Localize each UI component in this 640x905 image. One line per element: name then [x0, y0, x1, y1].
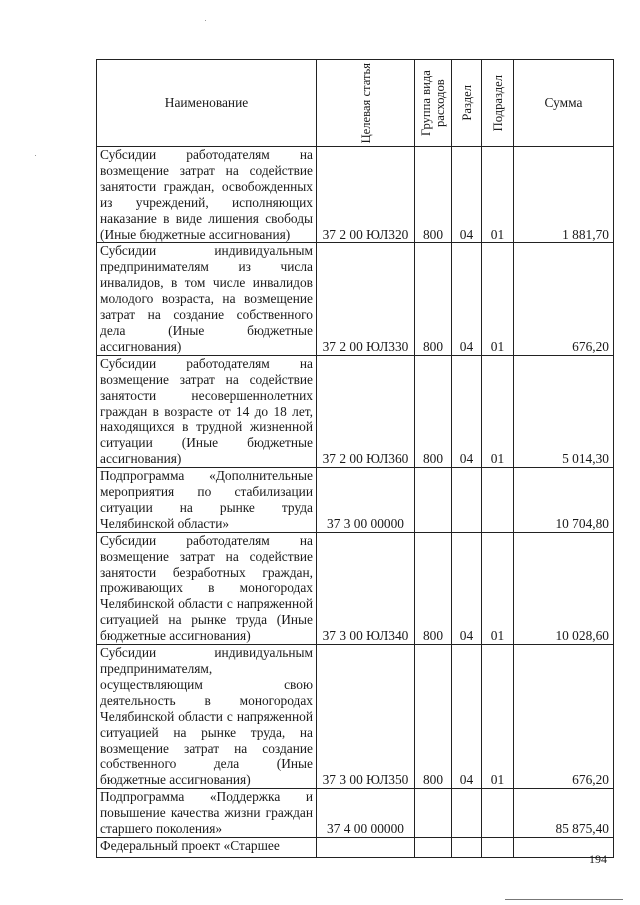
- row-expense-group: 800: [415, 147, 452, 243]
- row-target-article: 37 3 00 ЮЛ340: [317, 532, 415, 644]
- page-number: 194: [589, 852, 607, 866]
- header-expense-group: Группа вида расходов: [415, 60, 452, 147]
- row-expense-group: 800: [415, 532, 452, 644]
- row-subsection: 01: [482, 532, 514, 644]
- row-section: 04: [452, 645, 482, 789]
- table-row: [97, 532, 614, 644]
- row-name: Федеральный проект «Старшее: [97, 837, 317, 857]
- table-header: [97, 60, 614, 147]
- row-section: [452, 837, 482, 857]
- table-row: [97, 243, 614, 355]
- row-target-article: 37 4 00 00000: [317, 789, 415, 838]
- row-amount: 85 875,40: [514, 789, 614, 838]
- row-name: Субсидии работодателям на возмещение затрат на содействие занятости несовершеннолетних граждан в возрасте от 14 до 18 лет, находящихся в трудной жизненной ситуации (Иные бюджетные ассигнования): [97, 355, 317, 467]
- row-amount: 10 704,80: [514, 468, 614, 533]
- row-subsection: 01: [482, 147, 514, 243]
- budget-table: [96, 59, 614, 858]
- row-name: Подпрограмма «Дополнительные мероприятия по стабилизации ситуации на рынке труда Челябинской области»: [97, 468, 317, 533]
- row-section: [452, 789, 482, 838]
- row-subsection: 01: [482, 645, 514, 789]
- table-row: [97, 645, 614, 789]
- scan-speck: [35, 155, 36, 156]
- row-amount: 5 014,30: [514, 355, 614, 467]
- table-row: [97, 837, 614, 857]
- row-expense-group: [415, 789, 452, 838]
- row-name: Субсидии работодателям на возмещение затрат на содействие занятости граждан, освобожденных из учреждений, исполняющих наказание в виде лишения свободы (Иные бюджетные ассигнования): [97, 147, 317, 243]
- scan-edge-line: [505, 899, 623, 900]
- row-expense-group: 800: [415, 645, 452, 789]
- row-section: 04: [452, 532, 482, 644]
- row-expense-group: [415, 468, 452, 533]
- scan-speck: [205, 20, 206, 21]
- table-row: [97, 468, 614, 533]
- row-name: Субсидии индивидуальным предпринимателям из числа инвалидов, в том числе инвалидов молодого возраста, на возмещение затрат на создание собственного дела (Иные бюджетные ассигнования): [97, 243, 317, 355]
- row-target-article: [317, 837, 415, 857]
- table-row: [97, 147, 614, 243]
- row-subsection: 01: [482, 243, 514, 355]
- header-name: Наименование: [97, 60, 317, 147]
- row-amount: 676,20: [514, 243, 614, 355]
- row-expense-group: 800: [415, 243, 452, 355]
- header-amount: Сумма: [514, 60, 614, 147]
- row-target-article: 37 2 00 ЮЛ330: [317, 243, 415, 355]
- row-section: 04: [452, 147, 482, 243]
- row-subsection: [482, 789, 514, 838]
- table-row: [97, 789, 614, 838]
- row-section: 04: [452, 243, 482, 355]
- row-name: Субсидии индивидуальным предпринимателям, осуществляющим свою деятельность в моногородах Челябинской области с напряженной ситуацией на рынке труда, на возмещение затрат на создание собственного дела (Иные бюджетные ассигнования): [97, 645, 317, 789]
- header-target-article: Целевая статья: [317, 60, 415, 147]
- row-subsection: [482, 837, 514, 857]
- row-target-article: 37 2 00 ЮЛ320: [317, 147, 415, 243]
- row-subsection: [482, 468, 514, 533]
- row-section: [452, 468, 482, 533]
- header-section: Раздел: [452, 60, 482, 147]
- row-expense-group: 800: [415, 355, 452, 467]
- row-amount: 10 028,60: [514, 532, 614, 644]
- row-target-article: 37 3 00 00000: [317, 468, 415, 533]
- row-subsection: 01: [482, 355, 514, 467]
- header-subsection: Подраздел: [482, 60, 514, 147]
- row-section: 04: [452, 355, 482, 467]
- row-target-article: 37 2 00 ЮЛ360: [317, 355, 415, 467]
- row-amount: 676,20: [514, 645, 614, 789]
- table-row: [97, 355, 614, 467]
- row-name: Субсидии работодателям на возмещение затрат на содействие занятости безработных граждан, проживающих в моногородах Челябинской области с напряженной ситуацией на рынке труда (Иные бюджетные ассигнования): [97, 532, 317, 644]
- row-amount: 1 881,70: [514, 147, 614, 243]
- row-target-article: 37 3 00 ЮЛ350: [317, 645, 415, 789]
- row-expense-group: [415, 837, 452, 857]
- row-name: Подпрограмма «Поддержка и повышение качества жизни граждан старшего поколения»: [97, 789, 317, 838]
